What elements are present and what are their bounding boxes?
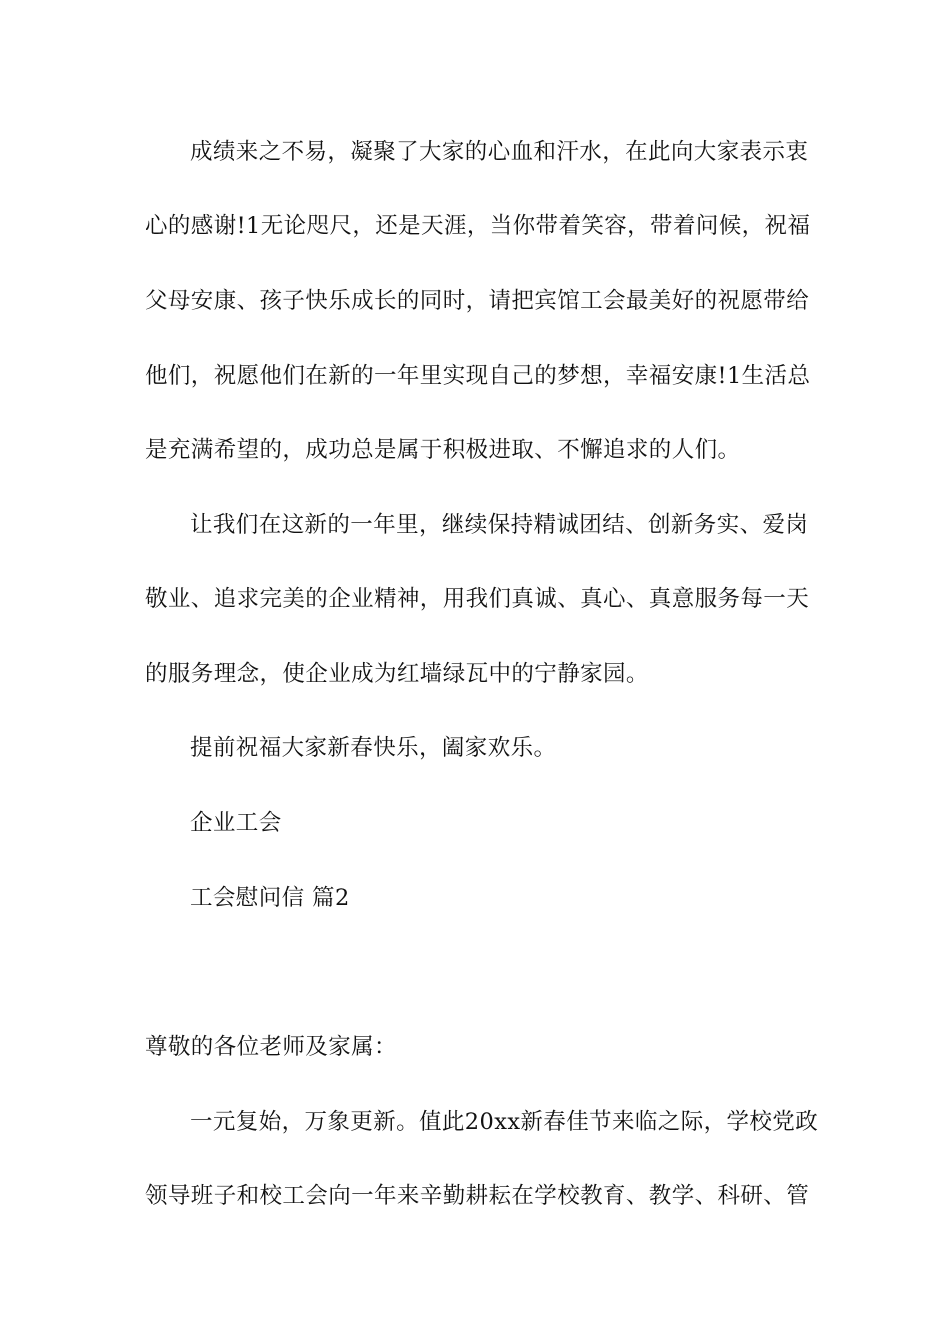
closing-greeting: 提前祝福大家新春快乐，阖家欢乐。 [190,735,557,761]
section-title: 工会慰问信 篇2 [190,885,350,911]
paragraph-1-line-3: 父母安康、孩子快乐成长的同时，请把宾馆工会最美好的祝愿带给 [145,288,810,314]
paragraph-2-line-2: 敬业、追求完美的企业精神，用我们真诚、真心、真意服务每一天 [145,586,810,612]
paragraph-1-line-5: 是充满希望的，成功总是属于积极进取、不懈追求的人们。 [145,437,741,463]
paragraph-2-line-3: 的服务理念，使企业成为红墙绿瓦中的宁静家园。 [145,661,649,687]
paragraph-1-line-2: 心的感谢!1无论咫尺，还是天涯，当你带着笑容，带着问候，祝福 [145,213,811,239]
paragraph-1-line-1: 成绩来之不易，凝聚了大家的心血和汗水，在此向大家表示衷 [190,139,809,165]
signature: 企业工会 [190,810,282,836]
paragraph-1-line-4: 他们，祝愿他们在新的一年里实现自己的梦想，幸福安康!1生活总 [145,363,811,389]
paragraph-3-line-1: 一元复始，万象更新。值此20xx新春佳节来临之际，学校党政 [190,1109,819,1135]
paragraph-3-line-2: 领导班子和校工会向一年来辛勤耕耘在学校教育、教学、科研、管 [145,1183,810,1209]
paragraph-2-line-1: 让我们在这新的一年里，继续保持精诚团结、创新务实、爱岗 [190,512,809,538]
salutation: 尊敬的各位老师及家属： [145,1034,397,1060]
